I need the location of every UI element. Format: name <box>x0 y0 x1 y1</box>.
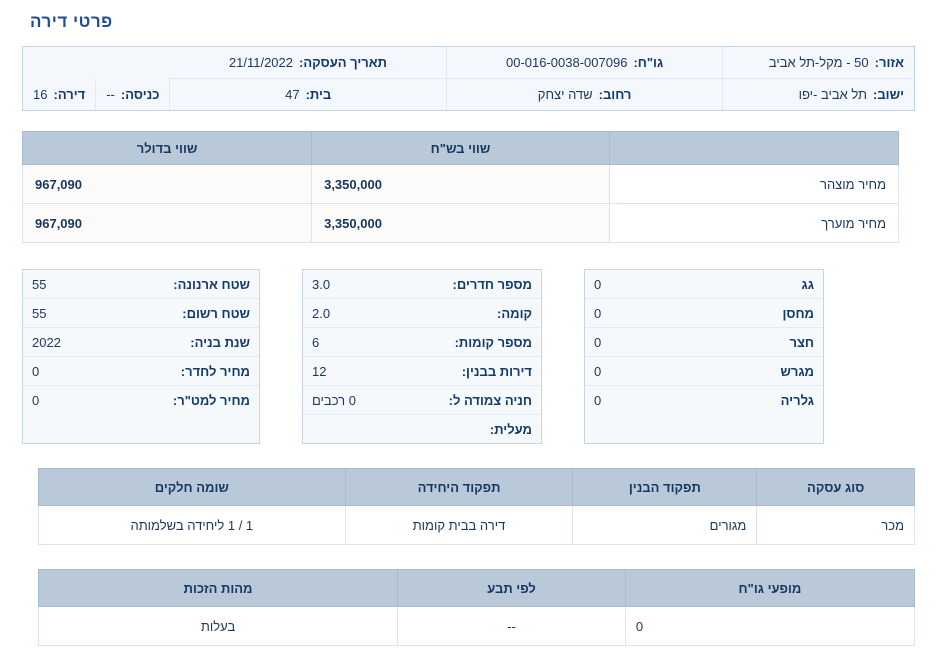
field-apartment <box>23 79 96 111</box>
yard-label: חצר <box>722 328 823 357</box>
value-row-assessed-label: מחיר מוערך <box>609 204 898 243</box>
floors-count-label: מספר קומות: <box>400 328 541 357</box>
field-city-value: תל אביב -יפו <box>798 87 868 102</box>
block-parcel-instances-header: מופעי גו"ח <box>625 570 914 607</box>
field-block-parcel <box>446 47 722 79</box>
list-item <box>303 415 541 444</box>
unit-use-header: תפקוד היחידה <box>345 469 573 506</box>
plot-value: 0 <box>585 357 722 386</box>
unit-use-value: דירה בבית קומות <box>345 506 573 545</box>
gallery-label: גלריה <box>780 392 814 408</box>
field-city <box>723 79 914 111</box>
value-row-declared-label: מחיר מוצהר <box>609 165 898 204</box>
per-plan-value: -- <box>398 607 626 646</box>
field-street-label: רחוב: <box>598 87 632 102</box>
field-street <box>446 79 722 111</box>
list-item <box>585 357 823 386</box>
field-apartment-label: דירה: <box>53 86 86 102</box>
list-item <box>585 299 823 328</box>
field-house-number-label: בית: <box>305 87 332 102</box>
list-item <box>585 270 823 299</box>
value-row-assessed-ils: 3,350,000 <box>312 204 610 243</box>
price-per-room-value: 0 <box>23 357 123 386</box>
list-item <box>23 299 259 328</box>
table-row <box>39 506 915 545</box>
rights-table <box>38 569 915 646</box>
rooms-count-label: מספר חדרים: <box>400 270 541 299</box>
field-block-parcel-label: גו"ח: <box>633 55 664 70</box>
price-per-sqm-value: 0 <box>32 392 40 408</box>
field-city-label: ישוב: <box>873 87 904 102</box>
build-year-value: 2022 <box>23 328 123 357</box>
price-per-room-label: מחיר לחדר: <box>123 357 259 386</box>
list-item <box>23 386 259 415</box>
property-header-info <box>22 46 915 111</box>
elevator-label: מעלית: <box>489 421 532 437</box>
roof-value: 0 <box>585 270 722 299</box>
list-item <box>303 357 541 386</box>
list-item <box>303 328 541 357</box>
field-area-label: אזור: <box>874 55 904 70</box>
deal-table <box>38 468 915 545</box>
list-item <box>585 328 823 357</box>
yard-value: 0 <box>585 328 722 357</box>
parking-label: חניה צמודה ל: <box>400 386 541 415</box>
building-use-value: מגורים <box>573 506 757 545</box>
list-item <box>303 270 541 299</box>
parking-value: 0 רכבים <box>303 386 400 415</box>
value-table-header-usd: שווי בדולר <box>23 132 312 165</box>
list-item <box>303 386 541 415</box>
building-details-box <box>302 269 542 444</box>
list-item <box>23 270 259 299</box>
value-row-declared-ils: 3,350,000 <box>312 165 610 204</box>
field-area-value: 50 - מקל-תל אביב <box>768 55 869 70</box>
rooms-count-value: 3.0 <box>303 270 400 299</box>
detail-boxes <box>22 269 893 444</box>
table-row <box>39 607 915 646</box>
field-deal-date <box>170 47 447 79</box>
price-per-sqm-label: מחיר למט"ר: <box>172 392 250 408</box>
build-year-label: שנת בניה: <box>123 328 259 357</box>
gallery-value: 0 <box>594 392 602 408</box>
field-entrance-value: -- <box>106 86 115 102</box>
field-deal-date-value: 21/11/2022 <box>228 55 293 70</box>
deal-type-header: סוג עסקה <box>757 469 915 506</box>
plot-label: מגרש <box>722 357 823 386</box>
floor-label: קומה: <box>400 299 541 328</box>
roof-label: גג <box>722 270 823 299</box>
block-parcel-instances-value: 0 <box>625 607 914 646</box>
field-house-number-value: 47 <box>285 87 300 102</box>
arnona-area-value: 55 <box>23 270 123 299</box>
apartments-in-building-value: 12 <box>303 357 400 386</box>
table-row <box>23 204 899 243</box>
registered-area-value: 55 <box>23 299 123 328</box>
storage-label: מחסן <box>722 299 823 328</box>
extras-box <box>584 269 824 444</box>
per-plan-header: לפי תבע <box>398 570 626 607</box>
value-table-header-ils: שווי בש"ח <box>312 132 610 165</box>
apartments-in-building-label: דירות בבנין: <box>400 357 541 386</box>
list-item <box>303 299 541 328</box>
value-row-declared-usd: 967,090 <box>23 165 312 204</box>
areas-box <box>22 269 260 444</box>
field-apartment-value: 16 <box>33 86 48 102</box>
field-area <box>723 47 914 79</box>
floor-value: 2.0 <box>303 299 400 328</box>
elevator-value <box>303 415 400 444</box>
header-info-row-2 <box>23 79 914 111</box>
list-item <box>23 328 259 357</box>
assessment-parts-value: 1 / 1 ליחידה בשלמותה <box>39 506 346 545</box>
list-item <box>23 357 259 386</box>
deal-table-header-row <box>39 469 915 506</box>
value-table <box>22 131 899 243</box>
building-use-header: תפקוד הבנין <box>573 469 757 506</box>
list-item <box>585 386 823 415</box>
field-street-value: שדה יצחק <box>537 87 593 102</box>
field-block-parcel-value: 00-016-0038-007096 <box>506 55 628 70</box>
arnona-area-label: שטח ארנונה: <box>123 270 259 299</box>
floors-count-value: 6 <box>303 328 400 357</box>
value-table-header-blank <box>609 132 898 165</box>
registered-area-label: שטח רשום: <box>123 299 259 328</box>
rights-table-header-row <box>39 570 915 607</box>
field-entrance <box>96 79 170 111</box>
table-row <box>23 165 899 204</box>
deal-type-value: מכר <box>757 506 915 545</box>
assessment-parts-header: שומה חלקים <box>39 469 346 506</box>
storage-value: 0 <box>585 299 722 328</box>
right-nature-header: מהות הזכות <box>39 570 398 607</box>
page-title: פרטי דירה <box>30 12 113 31</box>
value-table-header-row <box>23 132 899 165</box>
field-entrance-label: כניסה: <box>120 86 160 102</box>
field-house-number <box>170 79 447 111</box>
field-deal-date-label: תאריך העסקה: <box>299 55 387 70</box>
right-nature-value: בעלות <box>39 607 398 646</box>
value-row-assessed-usd: 967,090 <box>23 204 312 243</box>
header-info-row-1 <box>23 47 914 79</box>
